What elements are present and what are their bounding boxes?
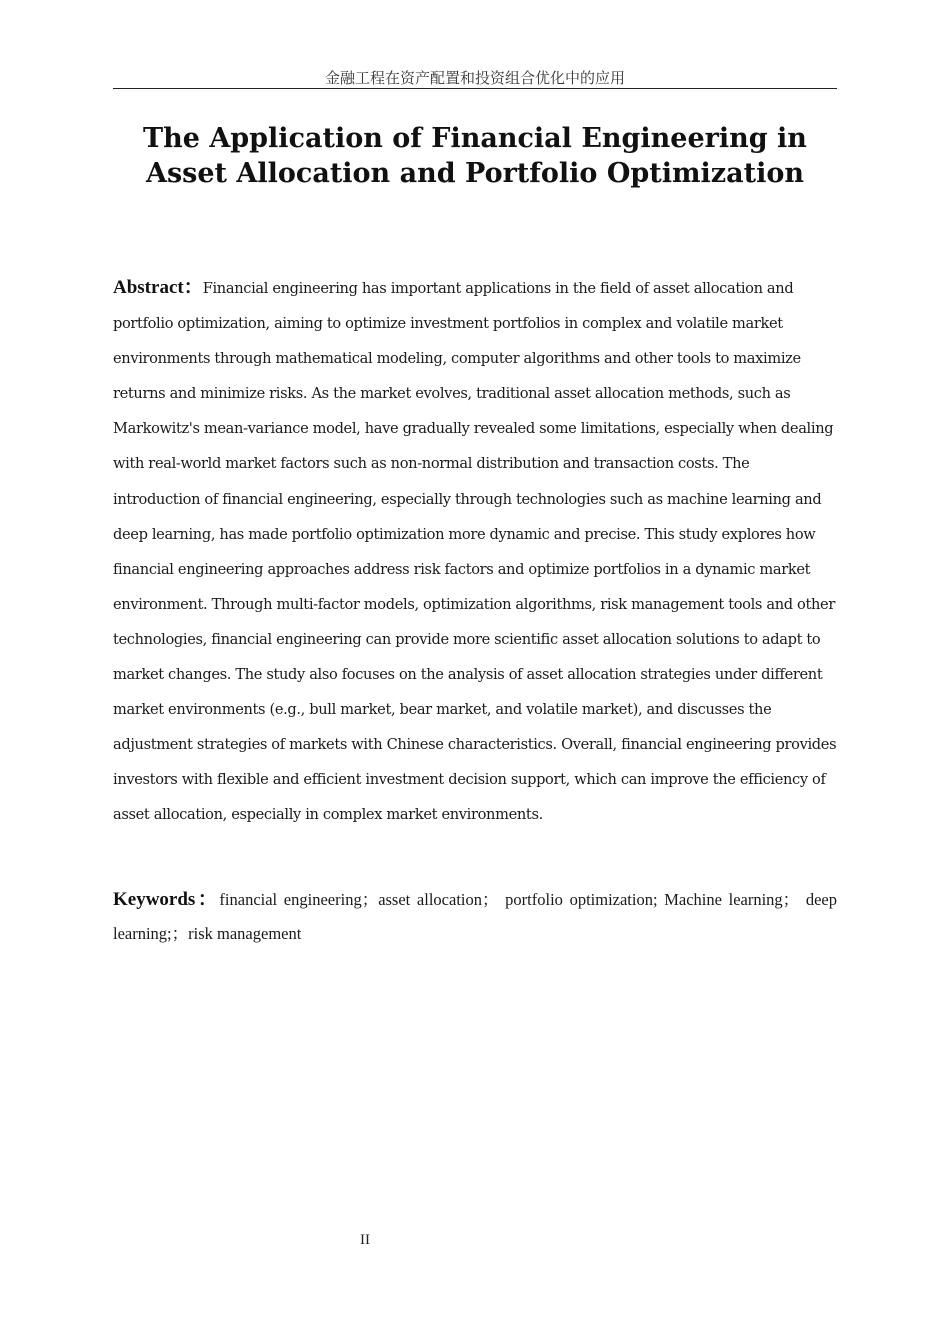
running-header: 金融工程在资产配置和投资组合优化中的应用 [324, 69, 625, 87]
page-number: II [360, 1232, 370, 1248]
abstract-label: Abstract： [113, 277, 203, 298]
document-title: The Application of Financial Engineering in Asset Allocation and Portfolio Optimization [143, 123, 807, 189]
keywords-label: Keywords： [113, 889, 220, 910]
keywords-paragraph [113, 883, 837, 951]
header-rule [113, 88, 837, 89]
abstract-text: Financial engineering has important applications in the field of asset allocation and portfolio optimization, aiming to optimize investment portfolios in complex and volatile market environments through mathematical modeling, computer algorithms and other tools to maximize returns and minimize risks. As the market evolves, traditional asset allocation methods, such as Markowitz's mean-variance model, have gradually revealed some limitations, especially when dealing with real-world market factors such as non-normal distribution and transaction costs. The introduction of financial engineering, especially through technologies such as machine learning and deep learning, has made portfolio optimization more dynamic and precise. This study explores how financial engineering approaches address risk factors and optimize portfolios in a dynamic market environment. Through multi-factor models, optimization algorithms, risk management tools and other technologies, financial engineering can provide more scientific asset allocation solutions to adapt to market changes. The study also focuses on the analysis of asset allocation strategies under different market environments (e.g., bull market, bear market, and volatile market), and discusses the adjustment strategies of markets with Chinese characteristics. Overall, financial engineering provides investors with flexible and efficient investment decision support, which can improve the efficiency of asset allocation, especially in complex market environments. [113, 280, 837, 824]
abstract-paragraph [113, 270, 837, 833]
keywords-text: financial engineering；asset allocation； portfolio optimization; Machine learning； deep learning;；risk management [113, 890, 837, 943]
